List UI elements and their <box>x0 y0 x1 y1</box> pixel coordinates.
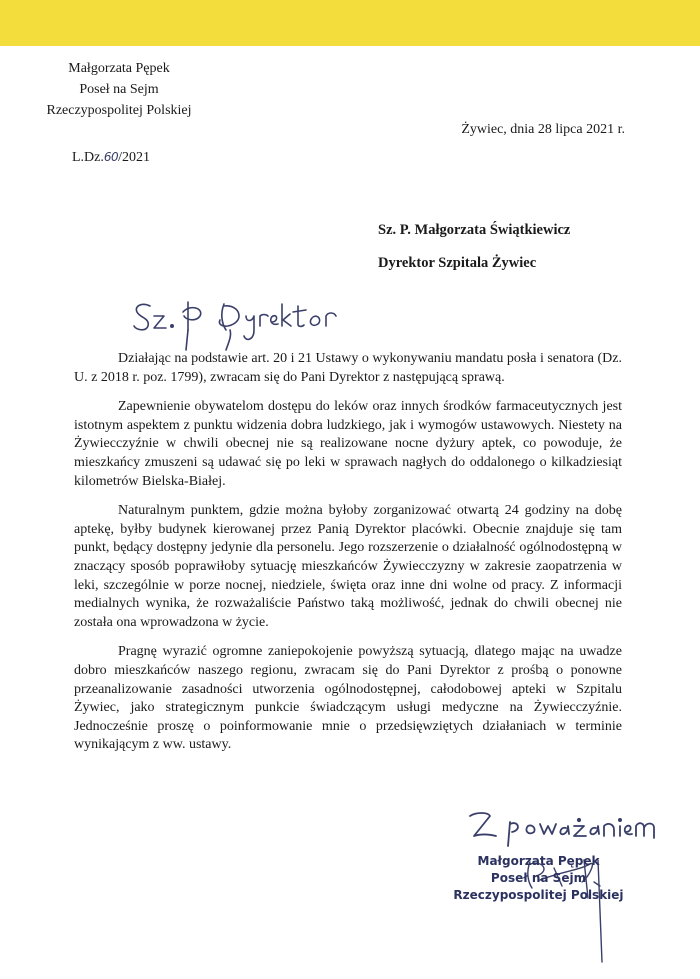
addressee-block <box>378 214 570 280</box>
sender-country: Rzeczypospolitej Polskiej <box>46 103 192 118</box>
paragraph-4: Pragnę wyrazić ogromne zaniepokojenie powyższą sytuacją, dlatego mając na uwadze dobro mieszkańców naszego regionu, zwracam się do Pani Dyrektor z prośbą o ponowne przeanalizowanie zasadności utworzenia ogólnodostępnej, całodobowej apteki w Szpitalu Żywiec, jako strategicznym punkcie świadczącym usługi medyczne na Żywiecczyźnie. Jednocześnie proszę o poinformowanie mnie o przedsięwziętych działaniach w terminie wynikającym z ww. ustawy. <box>74 644 622 753</box>
reference-handwritten-number: 60 <box>103 150 119 164</box>
sender-block <box>0 58 238 121</box>
stamp-country: Rzeczypospolitej Polskiej <box>453 888 624 902</box>
paragraph-1: Działając na podstawie art. 20 i 21 Ustawy o wykonywaniu mandatu posła i senatora (Dz. U. z 2018 r. poz. 1799), zwracam się do Pani Dyrektor z następującą sprawą. <box>74 351 622 385</box>
reference-suffix: /2021 <box>118 150 151 165</box>
sender-name: Małgorzata Pępek <box>68 61 170 76</box>
paragraph-2: Zapewnienie obywatelom dostępu do leków oraz innych środków farmaceutycznych jest istotnym aspektem z punktu widzenia dobra ludzkiego, jak i wymogów ustawowych. Niestety na Żywiecczyźnie w chwili obecnej nie są realizowane nocne dyżury aptek, co powoduje, że mieszkańcy zmuszeni są udawać się po leki w sprawach nagłych do oddalonego o kilkadziesiąt kilometrów Bielska-Białej. <box>74 399 622 489</box>
sender-position: Poseł na Sejm <box>79 82 159 97</box>
paragraph-3: Naturalnym punktem, gdzie można byłoby zorganizować otwartą 24 godziny na dobę aptekę, byłby budynek kierowanej przez Panią Dyrektor placówki. Obecnie znajduje się tam punkt, będący dostępny jedynie dla personelu. Jego rozszerzenie o działalność ogólnodostępną w znaczący sposób poprawiłoby sytuację mieszkańców Żywiecczyzny w zakresie zaopatrzenia w leki, szczególnie w porze nocnej, niedziele, święta oraz inne dni wolne od pracy. Z informacji medialnych wynika, że rozważaliście Państwo taką możliwość, jednak do chwili obecnej nie została ona wprowadzona w życie. <box>74 503 622 630</box>
signature-stamp <box>446 853 631 904</box>
top-color-band <box>0 0 700 46</box>
letter-body <box>74 350 622 766</box>
addressee-line2: Dyrektor Szpitala Żywiec <box>378 255 537 271</box>
reference-number <box>72 150 150 166</box>
addressee-line1: Sz. P. Małgorzata Świątkiewicz <box>378 222 571 238</box>
stamp-position: Poseł na Sejm <box>490 871 587 885</box>
reference-prefix: L.Dz. <box>72 150 104 165</box>
place-date: Żywiec, dnia 28 lipca 2021 r. <box>461 122 625 137</box>
stamp-name: Małgorzata Pępek <box>477 854 600 868</box>
